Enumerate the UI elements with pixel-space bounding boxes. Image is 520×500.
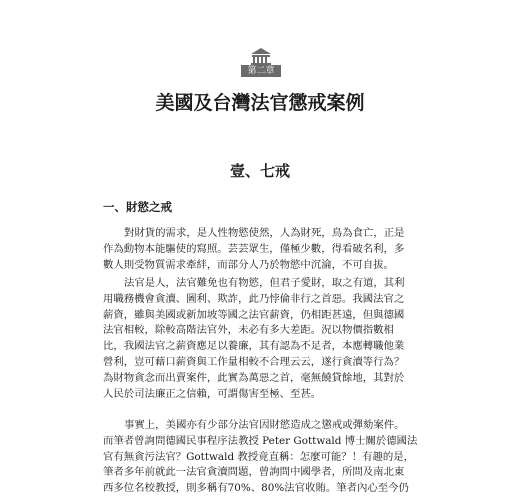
text-line: 法官相較，除較高階法官外，未必有多大差距。況以物價指數相 [103, 324, 394, 337]
text-line: 薪資，雖與美國或新加坡等國之法官薪資，仍相距甚遠，但與德國 [103, 308, 405, 321]
text-line: 營利，豈可藉口薪資與工作量相較不合理云云，遂行貪瀆等行為？ [103, 355, 405, 368]
chapter-badge [241, 46, 281, 76]
text-line: 西多位名校教授，則多稱有70%、80%法官收賄。筆者內心至今仍 [103, 482, 409, 495]
text-line: 為財物貪念而出賣案件，此實為萬惡之首，毫無饒貸餘地，其對於 [103, 371, 405, 384]
subsection-title: 一、財慾之戒 [103, 200, 172, 214]
text-line: 官有無貪污法官？Gottwald 教授竟直稱：怎麼可能？！有趣的是， [103, 450, 415, 463]
text-line: 而筆者曾詢問德國民事程序法教授 Peter Gottwald 博士關於德國法 [103, 434, 418, 447]
text-line: 筆者多年前就此一法官貪瀆問題，曾詢問中國學者，所問及南北東 [103, 466, 405, 479]
text-line: 事實上，美國亦有少部分法官因財慾造成之懲戒或彈劾案件。 [124, 419, 405, 431]
paragraph-2 [103, 276, 435, 402]
paragraph-3 [103, 418, 435, 497]
text-line: 用職務機會貪瀆、圖利、欺詐，此乃悖倫非行之首惡。我國法官之 [103, 292, 405, 305]
text-line: 法官是人，法官難免也有物慾，但君子愛財，取之有道，其利 [124, 277, 405, 289]
chapter-label: 第二章 [241, 65, 281, 77]
paragraph-1 [103, 226, 435, 273]
chapter-title: 美國及台灣法官懲戒案例 [155, 92, 365, 114]
text-line: 對財貨的需求，是人性物慾使然，人為財死，鳥為食亡，正是 [124, 227, 405, 239]
text-line: 人民於司法廉正之信賴，可謂傷害至極、至甚。 [103, 387, 322, 400]
text-line: 作為動物本能驅使的寫照。芸芸眾生，僅極少數，得看破名利，多 [103, 242, 405, 255]
building-columns-icon [241, 46, 281, 66]
text-line: 數人則受物質需求牽絆，而部分人乃於物慾中沉淪，不可自拔。 [103, 258, 394, 271]
text-line: 比，我國法官之薪資應足以養廉，其有認為不足者，本應轉職他業 [103, 340, 405, 353]
section-title: 壹、七戒 [229, 162, 290, 180]
